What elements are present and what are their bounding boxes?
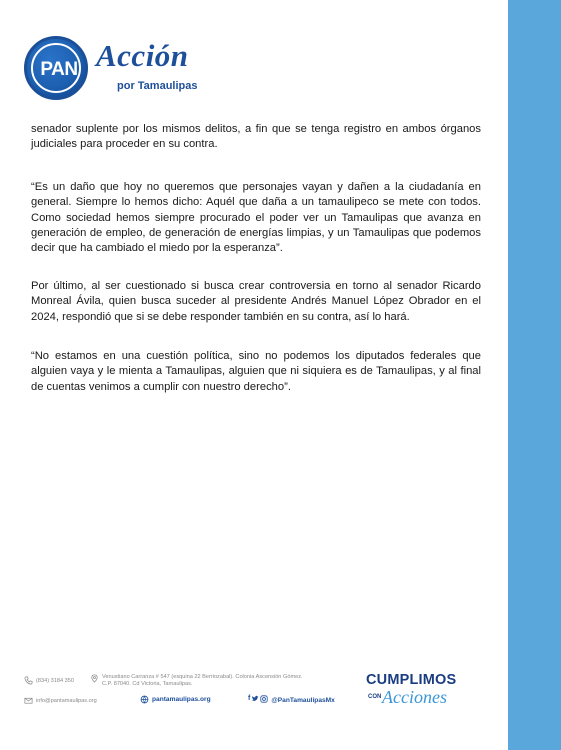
logo-subtitle: por Tamaulipas bbox=[117, 80, 198, 92]
website-text[interactable]: pantamaulipas.org bbox=[152, 696, 211, 703]
footer-phone bbox=[24, 676, 74, 685]
pan-logo-text: PAN bbox=[40, 59, 78, 80]
facebook-icon[interactable]: f bbox=[248, 695, 251, 702]
header-logo bbox=[22, 36, 222, 106]
social-icons bbox=[248, 695, 268, 705]
social-handle[interactable]: @PanTamaulipasMx bbox=[271, 696, 335, 704]
paragraph-1: senador suplente por los mismos delitos, a fin que se tenga registro en ambos órganos judiciales para proceder en su contra. bbox=[31, 123, 481, 151]
footer-social[interactable] bbox=[248, 695, 335, 705]
cumplimos-logo bbox=[366, 672, 476, 714]
paragraph-3: Por último, al ser cuestionado si busca crear controversia en torno al senador Ricardo Monreal Ávila, quien busca suceder al presidente Andrés Manuel López Obrador en el 2024, respondió que si se debe responder también en su contra, así lo hará. bbox=[31, 280, 481, 323]
phone-icon bbox=[24, 676, 33, 685]
slogan-main: CUMPLIMOS bbox=[366, 672, 457, 688]
footer-address bbox=[90, 674, 303, 688]
address-line-1: Venustiano Carranza # 547 (esquina 22 Berriozabal). Colonia Ascensión Gómez. bbox=[102, 674, 303, 680]
twitter-icon[interactable] bbox=[251, 695, 259, 705]
email-text[interactable]: info@pantamaulipas.org bbox=[36, 697, 97, 704]
side-stripe bbox=[508, 0, 561, 750]
pan-logo-icon bbox=[24, 36, 88, 100]
paragraph-2: “Es un daño que hoy no queremos que personajes vayan y dañen a la ciudadanía en general. Siempre lo hemos dicho: Aquél que daña a un tamaulipeco se mete con todos. Como sociedad hemos siempre procurado el poder ver un Tamaulipas que avanza en generación de empleo, de generación de energías limpias, y un Tamaulipas que podemos decir que ha cambiado el miedo por la esperanza”. bbox=[31, 181, 481, 254]
web-icon bbox=[140, 695, 149, 704]
address-line-2: C.P. 87040. Cd Victoria, Tamaulipas. bbox=[102, 681, 193, 687]
slogan-con: CON bbox=[368, 694, 382, 700]
slogan-script: Acciones bbox=[382, 687, 447, 707]
instagram-icon[interactable] bbox=[260, 695, 268, 705]
mail-icon bbox=[24, 696, 33, 705]
logo-accion-text: Acción bbox=[96, 38, 189, 73]
footer-email[interactable] bbox=[24, 696, 97, 705]
phone-text: (834) 3184 350 bbox=[36, 677, 74, 684]
footer-website[interactable] bbox=[140, 695, 211, 704]
paragraph-4: “No estamos en una cuestión política, sino no podemos los diputados federales que alguien vaya y le mienta a Tamaulipas, alguien que ni siquiera es de Tamaulipas, y al final de cuentas venimos a cumplir con nuestro derecho”. bbox=[31, 350, 481, 393]
location-pin-icon bbox=[90, 674, 99, 683]
